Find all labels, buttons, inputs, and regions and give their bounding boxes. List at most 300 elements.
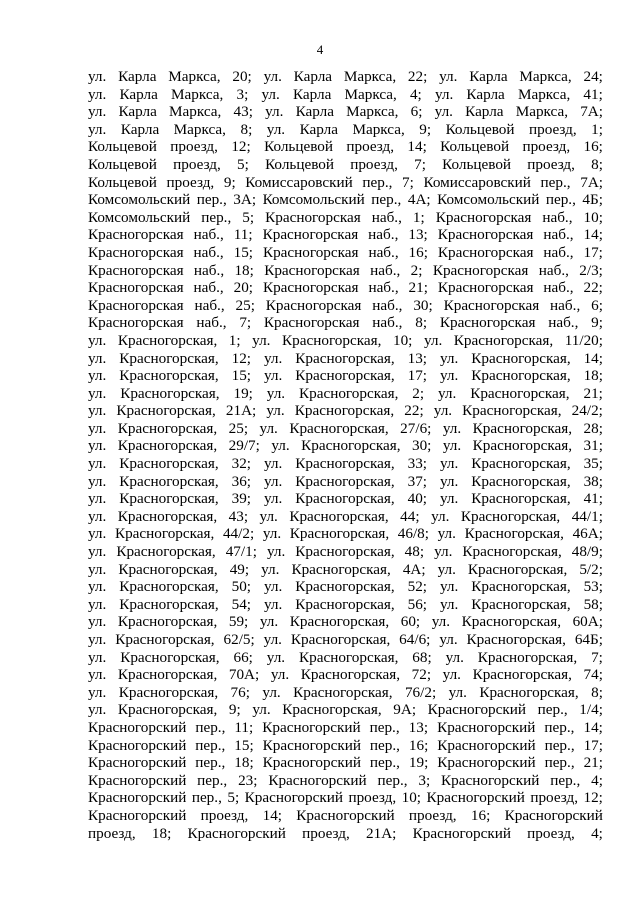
text-word: 3; xyxy=(236,85,249,103)
text-word: Красногорская, xyxy=(472,666,572,684)
text-word: Красногорский xyxy=(437,754,536,772)
text-word: 17; xyxy=(583,736,603,754)
text-word: Красногорская xyxy=(88,279,184,297)
text-word: пер., xyxy=(371,191,402,209)
text-word: Кольцевой xyxy=(265,155,334,173)
text-word: ул. xyxy=(259,419,278,437)
text-word: 46А; xyxy=(572,525,603,543)
text-word: 21; xyxy=(583,754,603,772)
text-word: проезд, xyxy=(350,155,398,173)
text-word: ул. xyxy=(252,701,271,719)
text-word: наб., xyxy=(371,208,402,226)
text-word: Красногорский xyxy=(412,824,511,842)
text-word: 60; xyxy=(400,613,421,631)
text-word: наб., xyxy=(193,279,224,297)
text-word: 3А; xyxy=(233,191,257,209)
text-word: 21; xyxy=(583,384,603,402)
text-word: Карла xyxy=(119,85,158,103)
text-word: 4; xyxy=(409,85,422,103)
text-word: ул. xyxy=(88,490,107,508)
text-word: 20; xyxy=(233,279,254,297)
text-word: 7; xyxy=(414,155,426,173)
text-word: 5/2; xyxy=(579,560,603,578)
text-word: Красногорская, xyxy=(119,472,219,490)
text-word: ул. xyxy=(263,349,283,367)
text-word: 39; xyxy=(231,490,252,508)
text-word: 12; xyxy=(231,349,252,367)
text-word: ул. xyxy=(437,560,456,578)
text-word: ул. xyxy=(439,490,459,508)
text-word: Маркса, xyxy=(173,120,226,138)
text-word: ул. xyxy=(88,613,107,631)
text-word: 68; xyxy=(412,648,432,666)
text-word: ул. xyxy=(423,331,443,349)
text-word: ул. xyxy=(88,349,107,367)
text-word: 36; xyxy=(231,472,252,490)
text-word: ул. xyxy=(262,525,282,543)
text-line xyxy=(88,807,603,825)
text-word: 72; xyxy=(411,666,432,684)
text-line xyxy=(88,789,603,807)
text-word: наб., xyxy=(193,243,224,261)
text-word: Красногорская, xyxy=(460,507,561,525)
text-word: 4; xyxy=(591,771,603,789)
text-word: Красногорская, xyxy=(282,701,382,719)
text-word: 13; xyxy=(408,718,429,736)
text-word: 9; xyxy=(419,120,432,138)
text-word: Карла xyxy=(293,68,333,85)
text-word: 41; xyxy=(583,85,603,103)
text-word: Карла xyxy=(120,120,160,138)
text-word: Красногорский xyxy=(268,771,367,789)
text-word: Маркса, xyxy=(171,85,224,103)
text-word: Красногорская, xyxy=(295,543,395,561)
text-word: 14; xyxy=(262,806,283,824)
document-text-block xyxy=(88,68,603,842)
text-word: Карла xyxy=(466,85,505,103)
text-word: Красногорская, xyxy=(116,402,216,420)
text-word: 4; xyxy=(591,824,603,842)
text-word: Красногорская, xyxy=(299,384,399,402)
text-word: Красногорская, xyxy=(119,595,219,613)
text-line xyxy=(88,613,603,631)
text-word: Красногорская, xyxy=(118,683,219,701)
text-word: Красногорская xyxy=(262,243,359,261)
text-word: 15; xyxy=(231,367,252,385)
text-word: 18; xyxy=(234,261,254,279)
text-word: ул. xyxy=(263,472,283,490)
text-word: 3; xyxy=(418,771,431,789)
text-word: ул. xyxy=(445,648,464,666)
text-word: 33; xyxy=(407,455,428,473)
text-word: ул. xyxy=(266,402,285,420)
text-word: Красногорская, xyxy=(117,666,218,684)
text-word: Маркса, xyxy=(517,85,571,103)
text-word: 53; xyxy=(583,578,603,596)
text-word: 14; xyxy=(583,718,603,736)
text-word: 8; xyxy=(415,314,428,332)
text-line xyxy=(88,314,603,332)
text-word: Комиссаровский xyxy=(245,173,353,191)
text-line xyxy=(88,701,603,719)
text-word: Красногорская, xyxy=(117,419,218,437)
text-word: ул. xyxy=(431,613,451,631)
text-word: 48/9; xyxy=(571,543,603,561)
text-word: ул. xyxy=(265,103,284,121)
text-line xyxy=(88,226,603,244)
text-word: ул. xyxy=(88,525,107,543)
text-word: Красногорская, xyxy=(295,367,395,385)
text-word: пер., xyxy=(195,718,226,736)
text-line xyxy=(88,367,603,385)
text-word: ул. xyxy=(442,419,462,437)
text-word: 21; xyxy=(408,279,428,297)
text-line xyxy=(88,578,603,596)
text-word: Красногорская xyxy=(439,314,536,332)
text-word: пер., xyxy=(362,173,393,191)
text-word: Красногорская xyxy=(88,261,184,279)
text-line xyxy=(88,385,603,403)
text-word: 66; xyxy=(233,648,253,666)
text-word: ул. xyxy=(88,85,107,103)
text-word: ул. xyxy=(448,683,467,701)
text-word: Красногорская, xyxy=(289,613,390,631)
text-word: ул. xyxy=(266,543,286,561)
text-word: 12; xyxy=(583,789,603,807)
text-word: Красногорская, xyxy=(471,490,571,508)
text-word: Красногорский xyxy=(262,736,361,754)
text-word: Красногорская, xyxy=(289,525,390,543)
text-line xyxy=(88,825,603,843)
text-word: Маркса, xyxy=(515,103,569,121)
text-line xyxy=(88,262,603,280)
text-word: Комсомольский xyxy=(88,191,191,209)
text-word: Красногорская, xyxy=(117,437,218,455)
text-word: 54; xyxy=(231,595,252,613)
text-word: ул. xyxy=(439,367,459,385)
text-word: 1; xyxy=(412,208,425,226)
text-line xyxy=(88,420,603,438)
text-word: Красногорская xyxy=(437,243,534,261)
text-word: Красногорская, xyxy=(116,543,216,561)
text-word: проезд, xyxy=(527,824,575,842)
text-word: 7; xyxy=(591,648,603,666)
text-word: 21А; xyxy=(366,824,397,842)
text-word: Красногорская, xyxy=(466,631,566,648)
text-word: Красногорский xyxy=(262,718,361,736)
text-word: 64/6; xyxy=(399,631,431,648)
text-word: Красногорская xyxy=(88,243,184,261)
text-word: Красногорская, xyxy=(290,631,391,648)
text-word: проезд, xyxy=(166,173,215,191)
text-word: 76/2; xyxy=(404,683,437,701)
text-line xyxy=(88,437,603,455)
text-word: Красногорская, xyxy=(295,455,395,473)
text-word: ул. xyxy=(88,507,107,525)
text-word: Красногорский xyxy=(88,754,187,772)
text-word: 74; xyxy=(583,666,603,684)
text-word: Красногорский xyxy=(262,754,361,772)
text-word: Красногорская, xyxy=(467,560,568,578)
text-word: 56; xyxy=(407,595,428,613)
text-word: Красногорская, xyxy=(118,560,218,578)
text-word: 2; xyxy=(412,384,425,402)
text-word: Красногорский xyxy=(296,806,395,824)
text-word: ул. xyxy=(434,543,453,561)
text-word: Красногорская, xyxy=(119,455,219,473)
text-word: 10; xyxy=(401,789,422,807)
text-word: 12; xyxy=(231,138,251,156)
text-word: 60А; xyxy=(572,613,603,631)
text-word: Красногорская, xyxy=(294,402,395,420)
text-word: Красногорская xyxy=(264,261,360,279)
text-word: Маркса, xyxy=(352,120,405,138)
text-word: 14; xyxy=(407,138,427,156)
text-word: Красногорский xyxy=(88,806,187,824)
text-word: ул. xyxy=(88,120,107,138)
text-word: Красногорская, xyxy=(295,349,395,367)
text-word: ул. xyxy=(88,666,107,684)
text-line xyxy=(88,525,603,543)
text-word: ул. xyxy=(433,402,453,420)
text-word: Красногорский xyxy=(437,718,536,736)
text-word: наб., xyxy=(368,226,399,244)
text-word: Красногорский xyxy=(244,789,343,807)
text-line xyxy=(88,561,603,579)
text-word: проезд, xyxy=(348,789,397,807)
text-word: 31; xyxy=(583,437,603,455)
text-word: 2; xyxy=(410,261,423,279)
text-word: Красногорская, xyxy=(119,578,219,596)
text-line xyxy=(88,737,603,755)
text-word: Красногорская, xyxy=(120,384,220,402)
text-word: Красногорская, xyxy=(117,507,218,525)
text-word: ул. xyxy=(88,683,107,701)
text-word: пер., xyxy=(540,173,571,191)
text-word: Красногорская, xyxy=(471,472,571,490)
text-word: Красногорская, xyxy=(117,701,218,719)
text-word: 30; xyxy=(413,296,433,314)
text-line xyxy=(88,772,603,790)
text-word: 9; xyxy=(591,314,603,332)
text-line xyxy=(88,332,603,350)
text-word: Красногорская, xyxy=(282,331,382,349)
text-word: 7А; xyxy=(580,173,603,191)
text-word: ул. xyxy=(88,631,107,648)
page-number: 4 xyxy=(316,42,324,57)
text-word: 16; xyxy=(583,138,603,156)
text-line xyxy=(88,508,603,526)
text-word: 16; xyxy=(470,806,491,824)
text-word: ул. xyxy=(266,648,286,666)
text-word: наб., xyxy=(550,296,581,314)
text-word: 4Б; xyxy=(582,191,603,209)
text-line xyxy=(88,156,603,174)
text-word: 7; xyxy=(239,314,252,332)
text-word: проезд, xyxy=(346,138,395,156)
text-word: проезд, xyxy=(170,138,218,156)
text-word: ул. xyxy=(434,103,453,121)
text-word: Красногорский xyxy=(88,771,187,789)
text-word: Карла xyxy=(469,68,508,85)
text-word: Комсомольский xyxy=(88,208,191,226)
text-word: Красногорская, xyxy=(472,437,573,455)
text-line xyxy=(88,649,603,667)
text-word: 19; xyxy=(233,384,253,402)
text-word: Красногорская xyxy=(88,226,184,244)
text-line xyxy=(88,191,603,209)
text-word: 1/4; xyxy=(579,701,603,719)
text-word: Маркса, xyxy=(344,85,397,103)
text-word: 13; xyxy=(407,349,428,367)
text-word: ул. xyxy=(442,666,461,684)
text-word: 6; xyxy=(410,103,423,121)
text-word: 32; xyxy=(231,455,252,473)
text-word: Красногорская, xyxy=(477,648,578,666)
text-word: ул. xyxy=(88,648,107,666)
text-word: ул. xyxy=(439,595,459,613)
text-word: ул. xyxy=(88,578,107,596)
text-word: 27/6; xyxy=(400,419,432,437)
text-word: 46/8; xyxy=(397,525,429,543)
text-word: ул. xyxy=(266,120,286,138)
text-word: 7; xyxy=(402,173,414,191)
text-word: проезд, xyxy=(88,824,136,842)
text-word: Маркса, xyxy=(169,103,222,121)
text-word: Карла xyxy=(299,120,338,138)
text-word: Кольцевой xyxy=(88,155,157,173)
text-word: ул. xyxy=(439,349,459,367)
text-word: ул. xyxy=(88,560,107,578)
text-line xyxy=(88,279,603,297)
text-word: 44/2; xyxy=(222,525,255,543)
text-word: Маркса, xyxy=(346,103,399,121)
text-word: 4А; xyxy=(407,191,431,209)
text-word: Красногорская, xyxy=(114,525,215,543)
text-word: 18; xyxy=(151,824,172,842)
text-word: 43; xyxy=(233,103,253,121)
text-word: 19; xyxy=(408,754,429,772)
text-word: Красногорский xyxy=(426,789,525,807)
text-word: Красногорская xyxy=(435,208,532,226)
text-word: Красногорская, xyxy=(453,331,554,349)
text-line xyxy=(88,121,603,139)
text-line xyxy=(88,402,603,420)
text-word: Красногорская xyxy=(265,208,361,226)
text-word: ул. xyxy=(271,437,290,455)
text-word: 44/1; xyxy=(571,507,603,525)
text-word: Красногорская, xyxy=(464,525,564,543)
text-word: 76; xyxy=(230,683,250,701)
text-word: пер., xyxy=(197,771,228,789)
text-word: ул. xyxy=(88,472,107,490)
text-word: ул. xyxy=(434,85,454,103)
text-line xyxy=(88,297,603,315)
text-word: Комиссаровский xyxy=(423,173,531,191)
text-word: наб., xyxy=(372,296,403,314)
text-word: ул. xyxy=(259,507,278,525)
text-word: 58; xyxy=(583,595,603,613)
text-word: Красногорская, xyxy=(295,578,395,596)
text-word: наб., xyxy=(368,243,399,261)
text-word: Красногорская, xyxy=(119,367,219,385)
text-word: наб., xyxy=(370,261,401,279)
text-line xyxy=(88,209,603,227)
text-word: Красногорская, xyxy=(117,331,218,349)
text-word: ул. xyxy=(252,331,271,349)
text-word: Карла xyxy=(465,103,504,121)
text-word: Красногорская, xyxy=(472,419,573,437)
text-word: 49; xyxy=(229,560,250,578)
text-word: Красногорский xyxy=(504,806,603,824)
text-word: пер., xyxy=(195,754,226,772)
text-word: Карла xyxy=(292,85,332,103)
text-word: ул. xyxy=(88,595,107,613)
text-word: пер., xyxy=(191,789,222,807)
text-word: ул. xyxy=(88,103,107,121)
text-line xyxy=(88,490,603,508)
text-word: наб., xyxy=(543,243,574,261)
text-word: Красногорская xyxy=(262,279,359,297)
text-word: ул. xyxy=(88,402,107,420)
text-word: 2/3; xyxy=(579,261,603,279)
text-word: Красногорская, xyxy=(471,349,571,367)
text-word: 24; xyxy=(583,68,603,85)
text-word: 7А; xyxy=(580,103,603,121)
text-word: 16; xyxy=(408,243,428,261)
text-word: пер., xyxy=(369,718,400,736)
text-line xyxy=(88,754,603,772)
text-word: ул. xyxy=(431,507,450,525)
text-word: проезд, xyxy=(302,824,350,842)
text-word: наб., xyxy=(196,314,227,332)
text-word: Красногорская, xyxy=(289,419,389,437)
text-line xyxy=(88,174,603,192)
text-line xyxy=(88,244,603,262)
text-word: ул. xyxy=(263,367,283,385)
text-word: 50; xyxy=(231,578,252,596)
text-word: 17; xyxy=(407,367,428,385)
text-word: 8; xyxy=(591,155,603,173)
text-line xyxy=(88,455,603,473)
text-word: проезд, xyxy=(200,806,249,824)
text-word: Красногорская xyxy=(437,279,534,297)
text-word: наб., xyxy=(194,296,225,314)
text-word: 8; xyxy=(591,683,603,701)
text-word: Красногорская xyxy=(443,296,540,314)
text-word: 8; xyxy=(240,120,253,138)
text-word: ул. xyxy=(261,560,280,578)
text-word: ул. xyxy=(439,455,459,473)
text-word: Красногорская, xyxy=(471,578,571,596)
text-line xyxy=(88,719,603,737)
text-word: ул. xyxy=(270,666,290,684)
text-word: ул. xyxy=(88,455,107,473)
text-word: ул. xyxy=(88,367,107,385)
text-word: 48; xyxy=(404,543,425,561)
text-word: проезд, xyxy=(173,155,221,173)
text-word: ул. xyxy=(261,85,280,103)
text-word: пер., xyxy=(550,771,581,789)
text-word: 10; xyxy=(392,331,413,349)
text-word: 22; xyxy=(583,279,603,297)
text-word: 22; xyxy=(407,68,428,85)
text-word: наб., xyxy=(372,314,403,332)
text-word: ул. xyxy=(88,437,107,455)
text-word: 25; xyxy=(235,296,255,314)
text-word: 9; xyxy=(228,701,241,719)
text-word: Красногорская, xyxy=(120,648,220,666)
